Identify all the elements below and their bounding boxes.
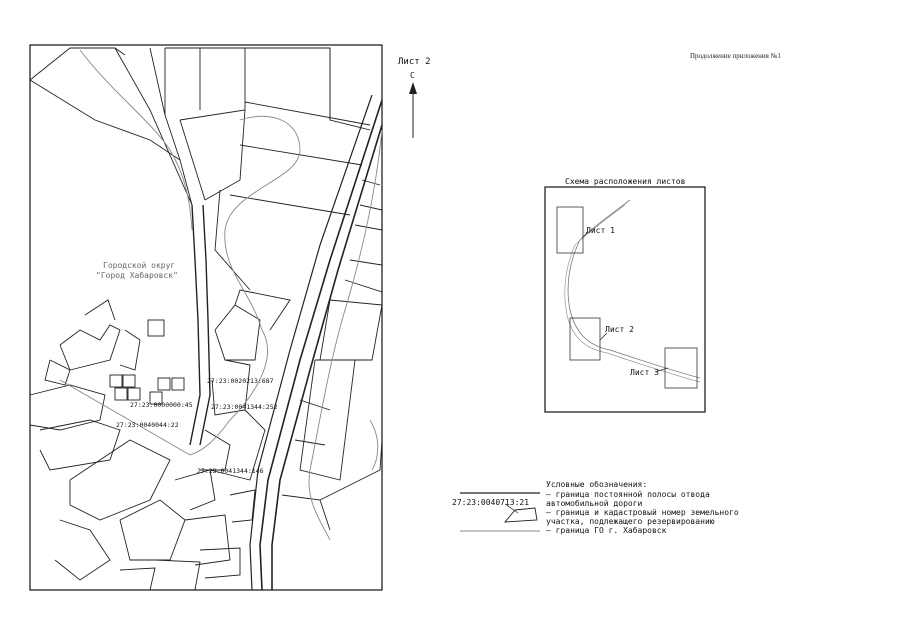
cadastral-label-2: 27:23:0000000:45 — [130, 401, 193, 409]
main-map-content — [30, 48, 382, 590]
scheme-sheet-1: Лист 1 — [586, 226, 615, 235]
north-letter: С — [410, 71, 415, 80]
main-map-frame — [30, 45, 382, 590]
sheet-label: Лист 2 — [398, 57, 431, 67]
cadastral-label-1: 27:23:0020213:687 — [207, 377, 274, 385]
legend-title: Условные обозначения: — [546, 480, 648, 489]
legend-row1: – граница постоянной полосы отвода — [546, 490, 710, 499]
cadastral-label-3: 27:23:0041344:252 — [211, 403, 278, 411]
scheme-title: Схема расположения листов — [565, 177, 686, 186]
legend — [452, 479, 739, 535]
scheme-sheet-3: Лист 3 — [630, 368, 659, 377]
district-label-line2: "Город Хабаровск" — [96, 271, 178, 280]
legend-row2: – граница и кадастровый номер земельного — [546, 508, 739, 517]
legend-row2b: участка, подлежащего резервированию — [546, 517, 715, 526]
legend-row3: – граница ГО г. Хабаровск — [546, 526, 667, 535]
cadastral-label-5: 27:23:0041344:146 — [197, 467, 264, 475]
scheme-route — [557, 200, 700, 388]
legend-row1b: автомобильной дороги — [546, 499, 643, 508]
north-arrow-icon — [409, 82, 417, 138]
scheme-sheet-2: Лист 2 — [605, 325, 634, 334]
appendix-caption: Продолжение приложения №1 — [690, 52, 781, 60]
legend-parcel-shape — [505, 508, 537, 522]
cadastral-label-4: 27:23:0040044:22 — [116, 421, 179, 429]
legend-sample-number: 27:23:0040713:21 — [452, 498, 530, 507]
district-label-line1: Городской округ — [103, 261, 176, 270]
scheme-frame — [545, 187, 705, 412]
